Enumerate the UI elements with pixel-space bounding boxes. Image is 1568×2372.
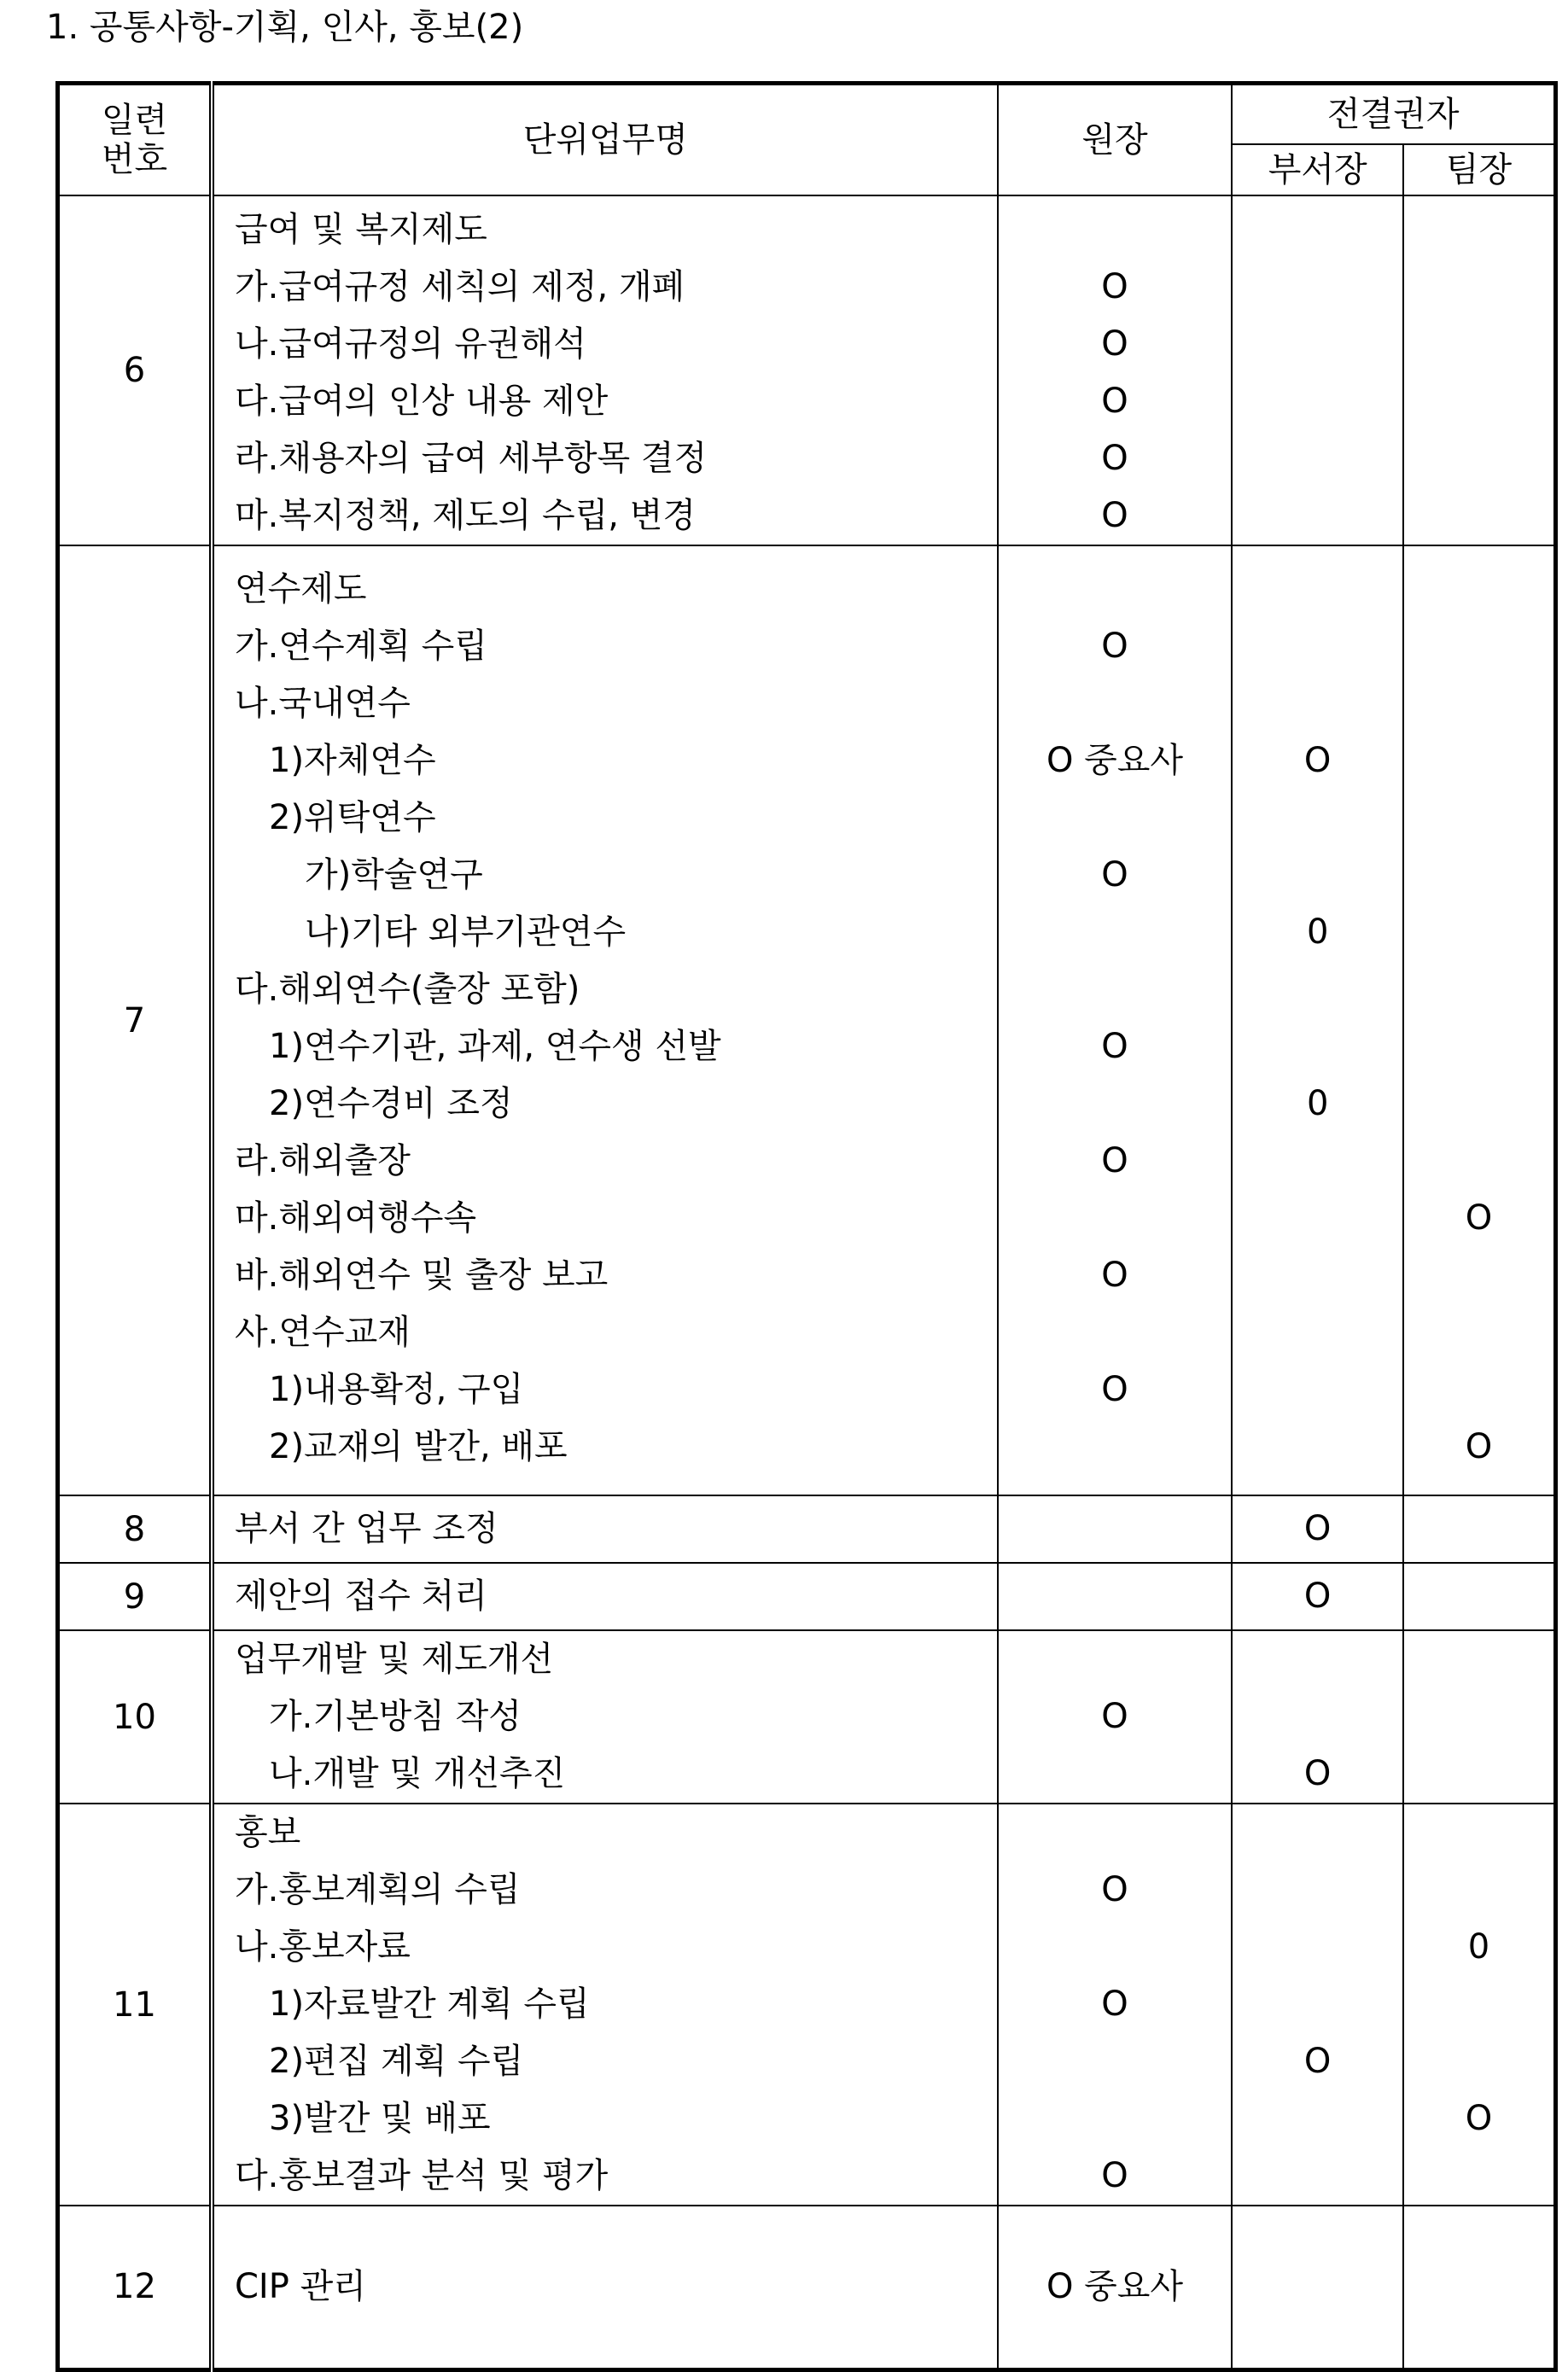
team-leader-mark: O xyxy=(1465,1198,1493,1238)
task-line: 가.기본방침 작성 xyxy=(269,1697,522,1736)
header-serial-no-line: 일련 xyxy=(101,101,168,140)
dept-head-mark xyxy=(1233,1688,1402,1745)
task-line: 2)연수경비 조정 xyxy=(269,1083,513,1123)
director-mark: O xyxy=(1101,1870,1128,1909)
header-delegated: 전결권자 xyxy=(1232,84,1555,145)
task-name-cell xyxy=(212,1563,998,1630)
team-leader-cell xyxy=(1403,2206,1556,2369)
team-leader-cell xyxy=(1403,195,1556,545)
director-mark xyxy=(999,1631,1232,1688)
dept-head-mark xyxy=(1233,618,1402,675)
task-line: 마.복지정책, 제도의 수립, 변경 xyxy=(235,496,696,535)
dept-head-mark xyxy=(1233,1304,1402,1361)
dept-head-mark xyxy=(1233,1190,1402,1247)
team-leader-cell xyxy=(1403,1563,1556,1630)
team-leader-mark xyxy=(1404,1018,1553,1075)
task-name-cell xyxy=(212,1495,998,1563)
dept-head-mark xyxy=(1233,2090,1402,2148)
director-mark xyxy=(999,961,1232,1018)
header-serial-no xyxy=(58,84,213,196)
dept-head-mark: O xyxy=(1303,1576,1332,1616)
director-mark xyxy=(999,1745,1232,1803)
dept-head-mark xyxy=(1233,2148,1402,2205)
table-row xyxy=(58,1563,1556,1630)
director-mark: O 중요사 xyxy=(1046,740,1184,780)
dept-head-mark xyxy=(1233,1247,1402,1304)
team-leader-mark xyxy=(1404,2033,1553,2090)
team-leader-mark xyxy=(1404,1361,1553,1419)
team-leader-cell xyxy=(1403,1495,1556,1563)
director-mark xyxy=(999,790,1232,847)
task-name-cell xyxy=(212,1630,998,1804)
delegation-table xyxy=(55,81,1558,2372)
director-mark xyxy=(999,201,1232,259)
dept-head-mark xyxy=(1233,373,1402,430)
task-line: 급여 및 복지제도 xyxy=(235,210,487,249)
header-director: 원장 xyxy=(998,84,1233,196)
table-row xyxy=(58,2206,1556,2369)
task-line: 가)학술연구 xyxy=(305,854,483,895)
serial-number-cell: 8 xyxy=(58,1495,213,1563)
team-leader-mark: O xyxy=(1465,2099,1493,2138)
team-leader-mark xyxy=(1404,430,1553,487)
dept-head-cell xyxy=(1232,195,1403,545)
task-line: 나.개발 및 개선추진 xyxy=(269,1754,566,1793)
team-leader-mark xyxy=(1404,618,1553,675)
dept-head-cell xyxy=(1232,1630,1403,1804)
director-cell xyxy=(998,1495,1233,1563)
header-dept-head: 부서장 xyxy=(1232,144,1403,195)
dept-head-mark: O xyxy=(1303,740,1332,780)
dept-head-mark: O xyxy=(1303,1509,1332,1548)
dept-head-mark xyxy=(1233,1018,1402,1075)
dept-head-mark xyxy=(1233,1361,1402,1419)
table-row xyxy=(58,1804,1556,2206)
director-mark xyxy=(999,1190,1232,1247)
table-row xyxy=(58,1630,1556,1804)
task-line: 가.급여규정 세칙의 제정, 개폐 xyxy=(235,267,685,306)
director-mark: O xyxy=(1101,1026,1128,1066)
task-line: 다.홍보결과 분석 및 평가 xyxy=(235,2156,609,2195)
dept-head-mark xyxy=(1233,1133,1402,1190)
task-line: 라.해외출장 xyxy=(235,1140,411,1180)
dept-head-mark xyxy=(1233,259,1402,316)
team-leader-mark xyxy=(1404,487,1553,545)
director-mark: O xyxy=(1101,854,1128,895)
director-mark xyxy=(999,2090,1232,2148)
team-leader-mark: 0 xyxy=(1467,1927,1490,1967)
task-line: 가.연수계획 수립 xyxy=(235,626,487,666)
dept-head-mark xyxy=(1233,201,1402,259)
team-leader-mark xyxy=(1404,1976,1553,2033)
task-line: 연수제도 xyxy=(235,568,367,609)
team-leader-mark xyxy=(1404,1688,1553,1745)
director-mark: O xyxy=(1101,1369,1128,1409)
task-name-cell xyxy=(212,195,998,545)
dept-head-cell xyxy=(1232,1495,1403,1563)
dept-head-cell xyxy=(1232,1563,1403,1630)
task-line: 2)편집 계획 수립 xyxy=(269,2042,524,2081)
table-row xyxy=(58,195,1556,545)
serial-number-cell: 7 xyxy=(58,545,213,1495)
team-leader-cell xyxy=(1403,1804,1556,2206)
director-mark: O xyxy=(1101,496,1128,535)
director-mark: O xyxy=(1101,2156,1128,2195)
task-line: 2)위탁연수 xyxy=(269,797,436,837)
director-mark: O 중요사 xyxy=(1046,2266,1184,2306)
dept-head-mark xyxy=(1233,675,1402,732)
task-line: 부서 간 업무 조정 xyxy=(235,1509,498,1548)
team-leader-mark xyxy=(1404,1304,1553,1361)
task-line: 라.채용자의 급여 세부항목 결정 xyxy=(235,439,708,478)
task-line: 사.연수교재 xyxy=(235,1312,411,1352)
director-mark xyxy=(999,561,1232,618)
director-mark: O xyxy=(1101,382,1128,421)
director-mark xyxy=(999,1568,1232,1625)
team-leader-mark xyxy=(1404,373,1553,430)
serial-number-cell: 6 xyxy=(58,195,213,545)
team-leader-mark xyxy=(1404,904,1553,961)
task-line: CIP 관리 xyxy=(235,2266,366,2306)
task-line: 1)자료발간 계획 수립 xyxy=(269,1984,590,2024)
task-name-cell xyxy=(212,2206,998,2369)
dept-head-mark xyxy=(1233,1976,1402,2033)
director-cell xyxy=(998,2206,1233,2369)
team-leader-mark xyxy=(1404,561,1553,618)
director-mark: O xyxy=(1101,324,1128,364)
director-cell xyxy=(998,195,1233,545)
director-mark xyxy=(999,675,1232,732)
team-leader-mark xyxy=(1404,1745,1553,1803)
task-line: 2)교재의 발간, 배포 xyxy=(269,1426,568,1466)
team-leader-mark xyxy=(1404,1247,1553,1304)
director-mark xyxy=(999,1804,1232,1862)
serial-number-cell: 11 xyxy=(58,1804,213,2206)
team-leader-mark xyxy=(1404,1804,1553,1862)
task-line: 1)연수기관, 과제, 연수생 선발 xyxy=(269,1026,721,1066)
task-line: 다.해외연수(출장 포함) xyxy=(235,969,580,1009)
team-leader-mark xyxy=(1404,675,1553,732)
task-name-cell xyxy=(212,545,998,1495)
director-mark xyxy=(999,1501,1232,1558)
dept-head-cell xyxy=(1232,545,1403,1495)
header-serial-no-line: 번호 xyxy=(101,140,168,179)
director-mark: O xyxy=(1101,1140,1128,1180)
director-mark: O xyxy=(1101,1255,1128,1295)
dept-head-mark xyxy=(1233,790,1402,847)
document-title: 1. 공통사항-기획, 인사, 홍보(2) xyxy=(46,8,524,47)
task-line: 3)발간 및 배포 xyxy=(269,2099,491,2138)
team-leader-mark xyxy=(1404,732,1553,790)
director-mark xyxy=(999,904,1232,961)
team-leader-mark xyxy=(1404,1075,1553,1133)
table-row xyxy=(58,545,1556,1495)
team-leader-mark xyxy=(1404,201,1553,259)
dept-head-mark xyxy=(1233,316,1402,373)
dept-head-mark xyxy=(1233,847,1402,904)
dept-head-mark: 0 xyxy=(1306,912,1329,952)
dept-head-mark xyxy=(1233,561,1402,618)
table-body xyxy=(58,195,1556,2369)
team-leader-mark xyxy=(1404,790,1553,847)
team-leader-mark xyxy=(1404,259,1553,316)
director-mark: O xyxy=(1101,1984,1128,2024)
serial-number-cell: 12 xyxy=(58,2206,213,2369)
dept-head-mark: 0 xyxy=(1306,1083,1329,1123)
task-line: 마.해외여행수속 xyxy=(235,1198,477,1238)
team-leader-mark xyxy=(1404,847,1553,904)
director-mark: O xyxy=(1101,267,1128,306)
task-line: 1)내용확정, 구입 xyxy=(269,1369,524,1409)
task-line: 나)기타 외부기관연수 xyxy=(305,912,627,952)
dept-head-cell xyxy=(1232,1804,1403,2206)
team-leader-mark xyxy=(1404,1862,1553,1919)
team-leader-mark xyxy=(1404,1568,1553,1625)
task-name-cell xyxy=(212,1804,998,2206)
task-line: 제안의 접수 처리 xyxy=(235,1576,487,1616)
director-cell xyxy=(998,1804,1233,2206)
serial-number-cell: 9 xyxy=(58,1563,213,1630)
header-team-leader: 팀장 xyxy=(1403,144,1556,195)
table-row xyxy=(58,1495,1556,1563)
director-mark xyxy=(999,1419,1232,1476)
team-leader-mark xyxy=(1404,1631,1553,1688)
dept-head-mark xyxy=(1233,430,1402,487)
dept-head-mark xyxy=(1233,1804,1402,1862)
director-cell xyxy=(998,1563,1233,1630)
task-line: 가.홍보계획의 수립 xyxy=(235,1870,521,1909)
team-leader-mark xyxy=(1404,961,1553,1018)
dept-head-cell xyxy=(1232,2206,1403,2369)
team-leader-mark xyxy=(1404,2258,1553,2316)
team-leader-cell xyxy=(1403,1630,1556,1804)
dept-head-mark xyxy=(1233,487,1402,545)
dept-head-mark xyxy=(1233,2258,1402,2316)
task-line: 바.해외연수 및 출장 보고 xyxy=(235,1255,609,1295)
director-mark xyxy=(999,2033,1232,2090)
team-leader-mark xyxy=(1404,316,1553,373)
task-line: 나.홍보자료 xyxy=(235,1927,411,1967)
task-line: 다.급여의 인상 내용 제안 xyxy=(235,382,609,421)
team-leader-mark xyxy=(1404,1133,1553,1190)
team-leader-mark xyxy=(1404,1501,1553,1558)
director-mark: O xyxy=(1101,626,1128,666)
director-cell xyxy=(998,545,1233,1495)
serial-number-cell: 10 xyxy=(58,1630,213,1804)
dept-head-mark xyxy=(1233,961,1402,1018)
team-leader-mark xyxy=(1404,2148,1553,2205)
task-line: 1)자체연수 xyxy=(269,740,436,780)
dept-head-mark: O xyxy=(1303,2042,1332,2081)
director-mark: O xyxy=(1101,1697,1128,1736)
task-line: 나.국내연수 xyxy=(235,683,411,723)
header-task-name: 단위업무명 xyxy=(212,84,998,196)
task-line: 나.급여규정의 유권해석 xyxy=(235,324,586,364)
dept-head-mark xyxy=(1233,1631,1402,1688)
director-mark xyxy=(999,1304,1232,1361)
director-cell xyxy=(998,1630,1233,1804)
task-line: 업무개발 및 제도개선 xyxy=(235,1640,554,1679)
dept-head-mark xyxy=(1233,1419,1402,1476)
dept-head-mark xyxy=(1233,1862,1402,1919)
team-leader-mark: O xyxy=(1465,1426,1493,1466)
director-mark xyxy=(999,1919,1232,1976)
task-line: 홍보 xyxy=(235,1813,301,1852)
team-leader-cell xyxy=(1403,545,1556,1495)
dept-head-mark xyxy=(1233,1919,1402,1976)
director-mark xyxy=(999,1075,1232,1133)
dept-head-mark: O xyxy=(1303,1754,1332,1793)
director-mark: O xyxy=(1101,439,1128,478)
